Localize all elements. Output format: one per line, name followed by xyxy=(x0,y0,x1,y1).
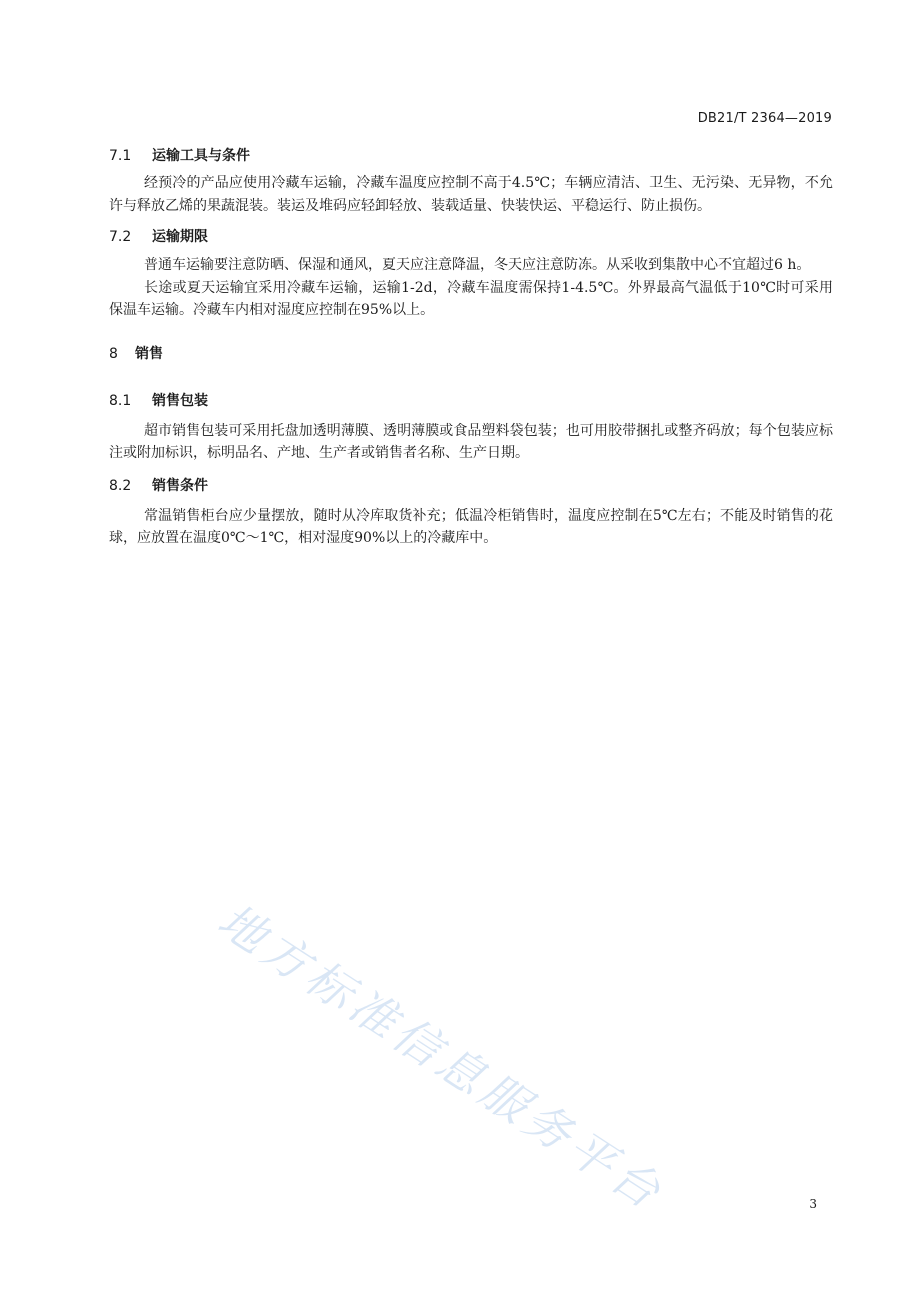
section-8-1-title: 销售包装 xyxy=(152,392,208,409)
section-8-2-heading xyxy=(109,476,833,496)
section-8-1-paragraph-1: 超市销售包装可采用托盘加透明薄膜、透明薄膜或食品塑料袋包装；也可用胶带捆扎或整齐码放；每个包装应标注或附加标识，标明品名、产地、生产者或销售者名称、生产日期。 xyxy=(109,422,833,461)
section-7-1-title: 运输工具与条件 xyxy=(152,148,250,164)
section-8-1-number: 8.1 xyxy=(109,392,132,409)
section-7-2-paragraph-1: 普通车运输要注意防晒、保湿和通风，夏天应注意降温，冬天应注意防冻。从采收到集散中心不宜超过6 h。 xyxy=(144,257,811,273)
section-7-1-number: 7.1 xyxy=(109,148,132,164)
section-8-1-heading xyxy=(109,391,833,411)
page-number: 3 xyxy=(809,1197,817,1211)
section-8-2-title: 销售条件 xyxy=(152,477,208,494)
section-7-2-title: 运输期限 xyxy=(152,229,208,245)
section-8-number: 8 xyxy=(109,345,118,362)
section-8-heading xyxy=(109,344,833,364)
section-7-2-number: 7.2 xyxy=(109,229,132,245)
document-body xyxy=(109,146,833,550)
section-8-2-number: 8.2 xyxy=(109,477,132,494)
platform-watermark: 地方标准信息服务平台 xyxy=(208,892,675,1222)
section-7-1-paragraph-1: 经预冷的产品应使用冷藏车运输，冷藏车温度应控制不高于4.5℃；车辆应清洁、卫生、无污染、无异物，不允许与释放乙烯的果蔬混装。装运及堆码应轻卸轻放、装载适量、快装快运、平稳运行、防止损伤。 xyxy=(109,175,833,214)
section-7-2-paragraph-2: 长途或夏天运输宜采用冷藏车运输，运输1-2d，冷藏车温度需保持1-4.5℃。外界最高气温低于10℃时可采用保温车运输。冷藏车内相对湿度应控制在95%以上。 xyxy=(109,279,833,318)
section-7-1-heading xyxy=(109,146,833,166)
section-8-title: 销售 xyxy=(135,345,163,362)
header-standard-code: DB21/T 2364—2019 xyxy=(697,111,832,126)
section-8-2-paragraph-1: 常温销售柜台应少量摆放，随时从冷库取货补充；低温冷柜销售时，温度应控制在5℃左右；不能及时销售的花球，应放置在温度0℃～1℃，相对湿度90%以上的冷藏库中。 xyxy=(109,507,833,546)
section-7-2-heading xyxy=(109,227,833,247)
